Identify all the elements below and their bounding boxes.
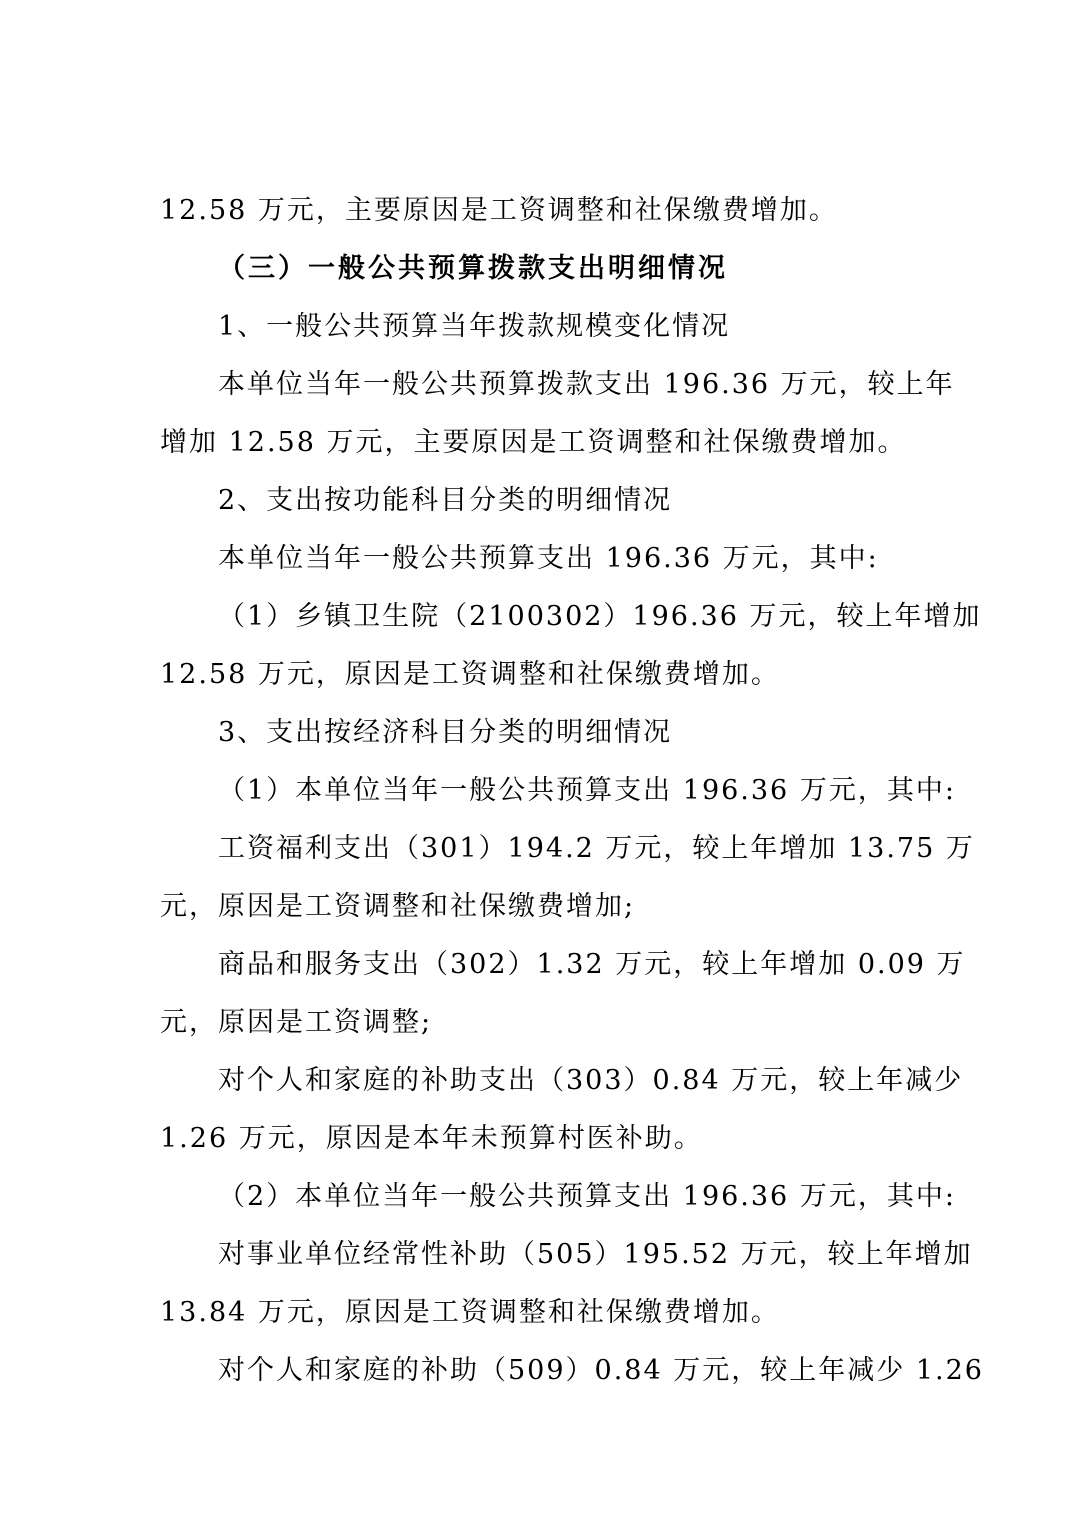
paragraph-line: 1.26 万元，原因是本年未预算村医补助。 [160, 1123, 703, 1154]
subsection-heading: 3、支出按经济科目分类的明细情况 [218, 717, 673, 748]
paragraph-line: 12.58 万元，原因是工资调整和社保缴费增加。 [160, 659, 780, 690]
paragraph-line: 13.84 万元，原因是工资调整和社保缴费增加。 [160, 1297, 780, 1328]
paragraph-line: 增加 12.58 万元，主要原因是工资调整和社保缴费增加。 [160, 427, 907, 458]
paragraph-line: 对事业单位经常性补助（505）195.52 万元，较上年增加 [218, 1239, 973, 1270]
paragraph-line: （1）本单位当年一般公共预算支出 196.36 万元，其中: [218, 775, 956, 806]
paragraph-line: （1）乡镇卫生院（2100302）196.36 万元，较上年增加 [218, 601, 982, 632]
paragraph-line: 对个人和家庭的补助（509）0.84 万元，较上年减少 1.26 [218, 1355, 984, 1386]
paragraph-line: 本单位当年一般公共预算支出 196.36 万元，其中: [218, 543, 879, 574]
paragraph-line: 工资福利支出（301）194.2 万元，较上年增加 13.75 万 [218, 833, 975, 864]
paragraph-line: 12.58 万元，主要原因是工资调整和社保缴费增加。 [160, 195, 838, 226]
paragraph-line: 对个人和家庭的补助支出（303）0.84 万元，较上年减少 [218, 1065, 964, 1096]
subsection-heading: 1、一般公共预算当年拨款规模变化情况 [218, 311, 731, 342]
subsection-heading: 2、支出按功能科目分类的明细情况 [218, 485, 673, 516]
paragraph-line: 商品和服务支出（302）1.32 万元，较上年增加 0.09 万 [218, 949, 966, 980]
paragraph-line: （2）本单位当年一般公共预算支出 196.36 万元，其中: [218, 1181, 956, 1212]
paragraph-line: 本单位当年一般公共预算拨款支出 196.36 万元，较上年 [218, 369, 955, 400]
paragraph-line: 元，原因是工资调整和社保缴费增加; [160, 891, 636, 922]
paragraph-line: 元，原因是工资调整; [160, 1007, 433, 1038]
section-heading: （三）一般公共预算拨款支出明细情况 [218, 253, 728, 284]
